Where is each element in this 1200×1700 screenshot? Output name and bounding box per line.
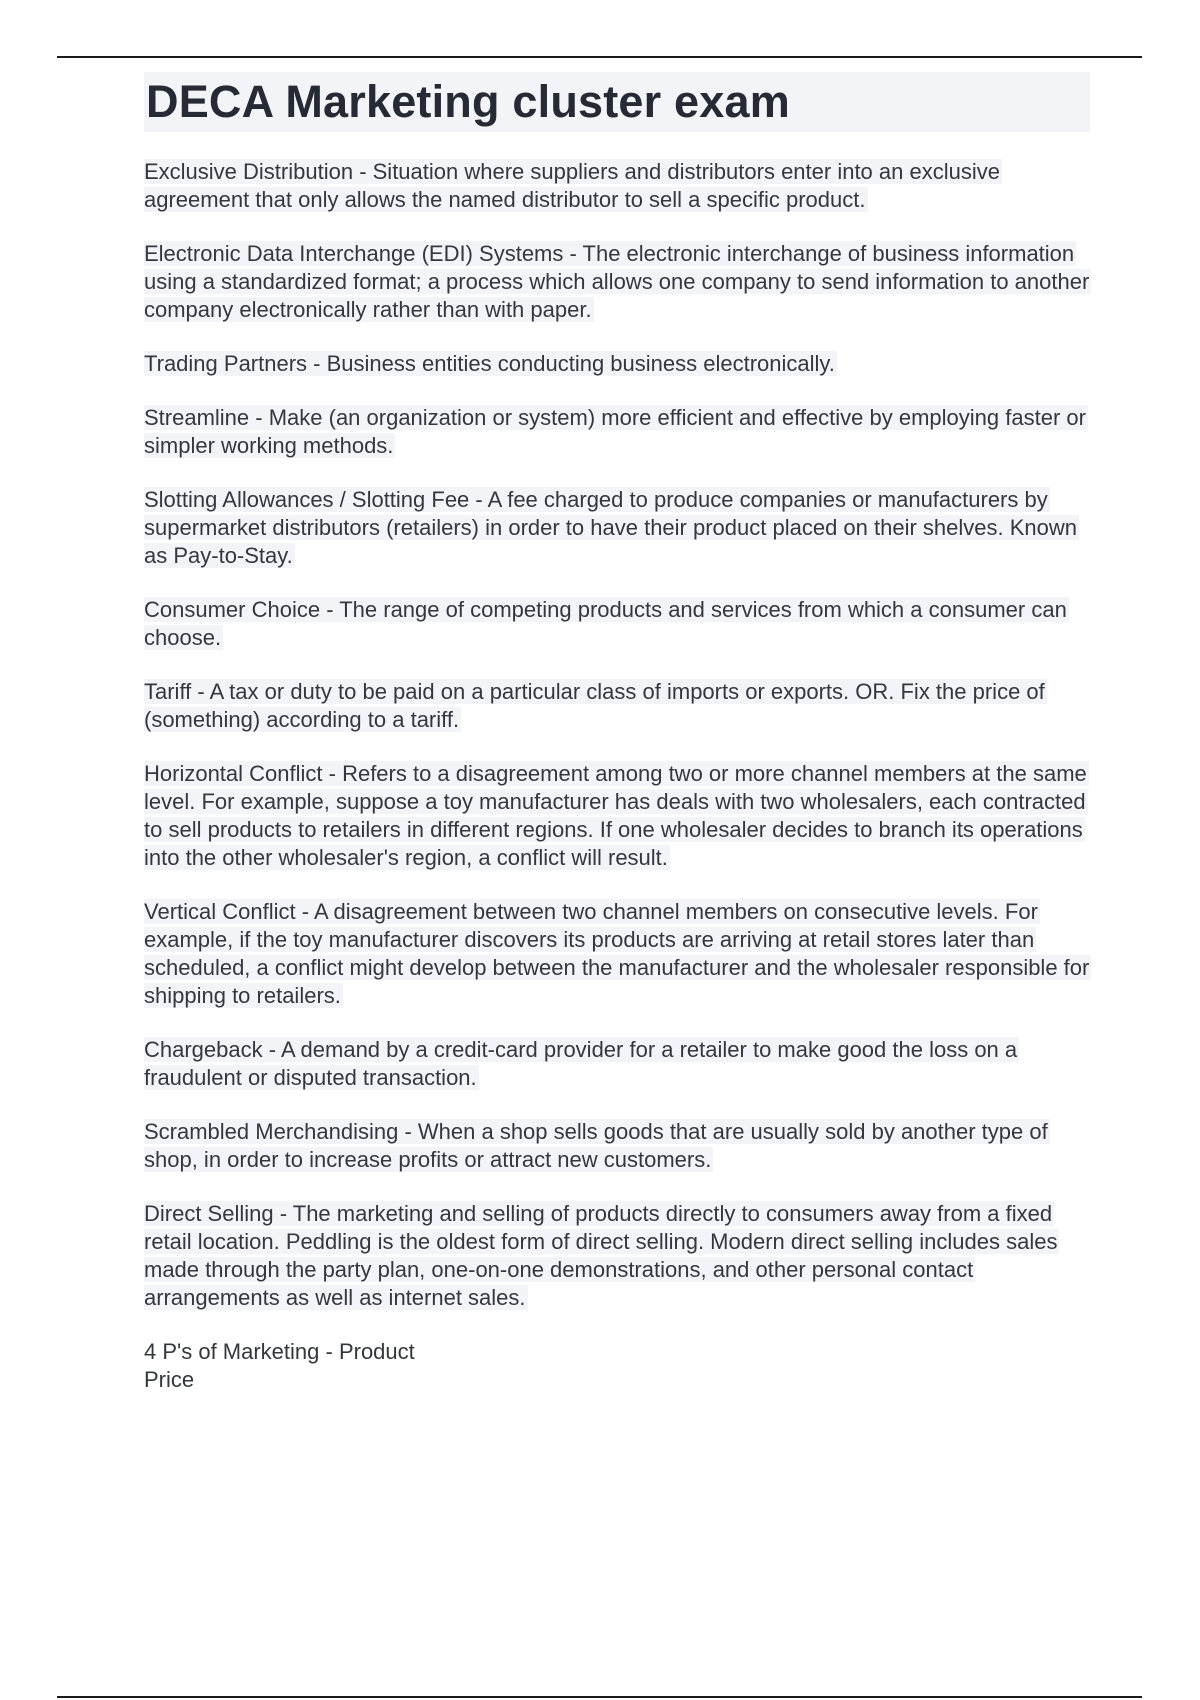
document-title: DECA Marketing cluster exam: [144, 72, 1090, 132]
term-entry: [144, 404, 1090, 460]
term-text: Direct Selling - The marketing and selling of products directly to consumers away from a fixed retail location. Peddling is the oldest form of direct selling. Modern direct selling includes sales made through the party plan, one-on-one demonstrations, and other personal contact arrangements as well as internet sales.: [144, 1201, 1058, 1310]
term-text: Trading Partners - Business entities conducting business electronically.: [144, 351, 835, 376]
term-entry: [144, 1118, 1090, 1174]
term-entry: [144, 240, 1090, 324]
term-text: Streamline - Make (an organization or system) more efficient and effective by employing faster or simpler working methods.: [144, 405, 1086, 458]
document-page: [144, 72, 1090, 1420]
term-text: Scrambled Merchandising - When a shop sells goods that are usually sold by another type of shop, in order to increase profits or attract new customers.: [144, 1119, 1048, 1172]
term-text: Chargeback - A demand by a credit-card provider for a retailer to make good the loss on a fraudulent or disputed transaction.: [144, 1037, 1018, 1090]
term-entry: [144, 350, 1090, 378]
term-text: Tariff - A tax or duty to be paid on a particular class of imports or exports. OR. Fix the price of (something) according to a tariff.: [144, 679, 1045, 732]
top-rule: [57, 56, 1142, 58]
term-entry: [144, 898, 1090, 1010]
term-text: Slotting Allowances / Slotting Fee - A fee charged to produce companies or manufacturers by supermarket distributors (retailers) in order to have their product placed on their shelves. Known as Pay-to-Stay.: [144, 487, 1078, 568]
term-entry: [144, 596, 1090, 652]
term-entry: [144, 1036, 1090, 1092]
term-text-line: 4 P's of Marketing - Product: [144, 1339, 415, 1364]
term-text: Horizontal Conflict - Refers to a disagreement among two or more channel members at the same level. For example, suppose a toy manufacturer has deals with two wholesalers, each contracted to sell products to retailers in different regions. If one wholesaler decides to branch its operations into the other wholesaler's region, a conflict will result.: [144, 761, 1087, 870]
term-entry: [144, 486, 1090, 570]
term-list: [144, 158, 1090, 1394]
term-text: Consumer Choice - The range of competing products and services from which a consumer can choose.: [144, 597, 1067, 650]
term-entry: [144, 678, 1090, 734]
term-text-line: Price: [144, 1367, 195, 1392]
term-entry: [144, 158, 1090, 214]
term-text: Vertical Conflict - A disagreement between two channel members on consecutive levels. For example, if the toy manufacturer discovers its products are arriving at retail stores later than scheduled, a conflict might develop between the manufacturer and the wholesaler responsible for shipping to retailers.: [144, 899, 1090, 1008]
term-text: Electronic Data Interchange (EDI) Systems - The electronic interchange of business information using a standardized format; a process which allows one company to send information to another company electronically rather than with paper.: [144, 241, 1090, 322]
term-text: Exclusive Distribution - Situation where suppliers and distributors enter into an exclusive agreement that only allows the named distributor to sell a specific product.: [144, 159, 1000, 212]
bottom-rule: [57, 1696, 1142, 1698]
term-entry: [144, 1200, 1090, 1312]
term-entry-last: [144, 1338, 1090, 1394]
term-entry: [144, 760, 1090, 872]
